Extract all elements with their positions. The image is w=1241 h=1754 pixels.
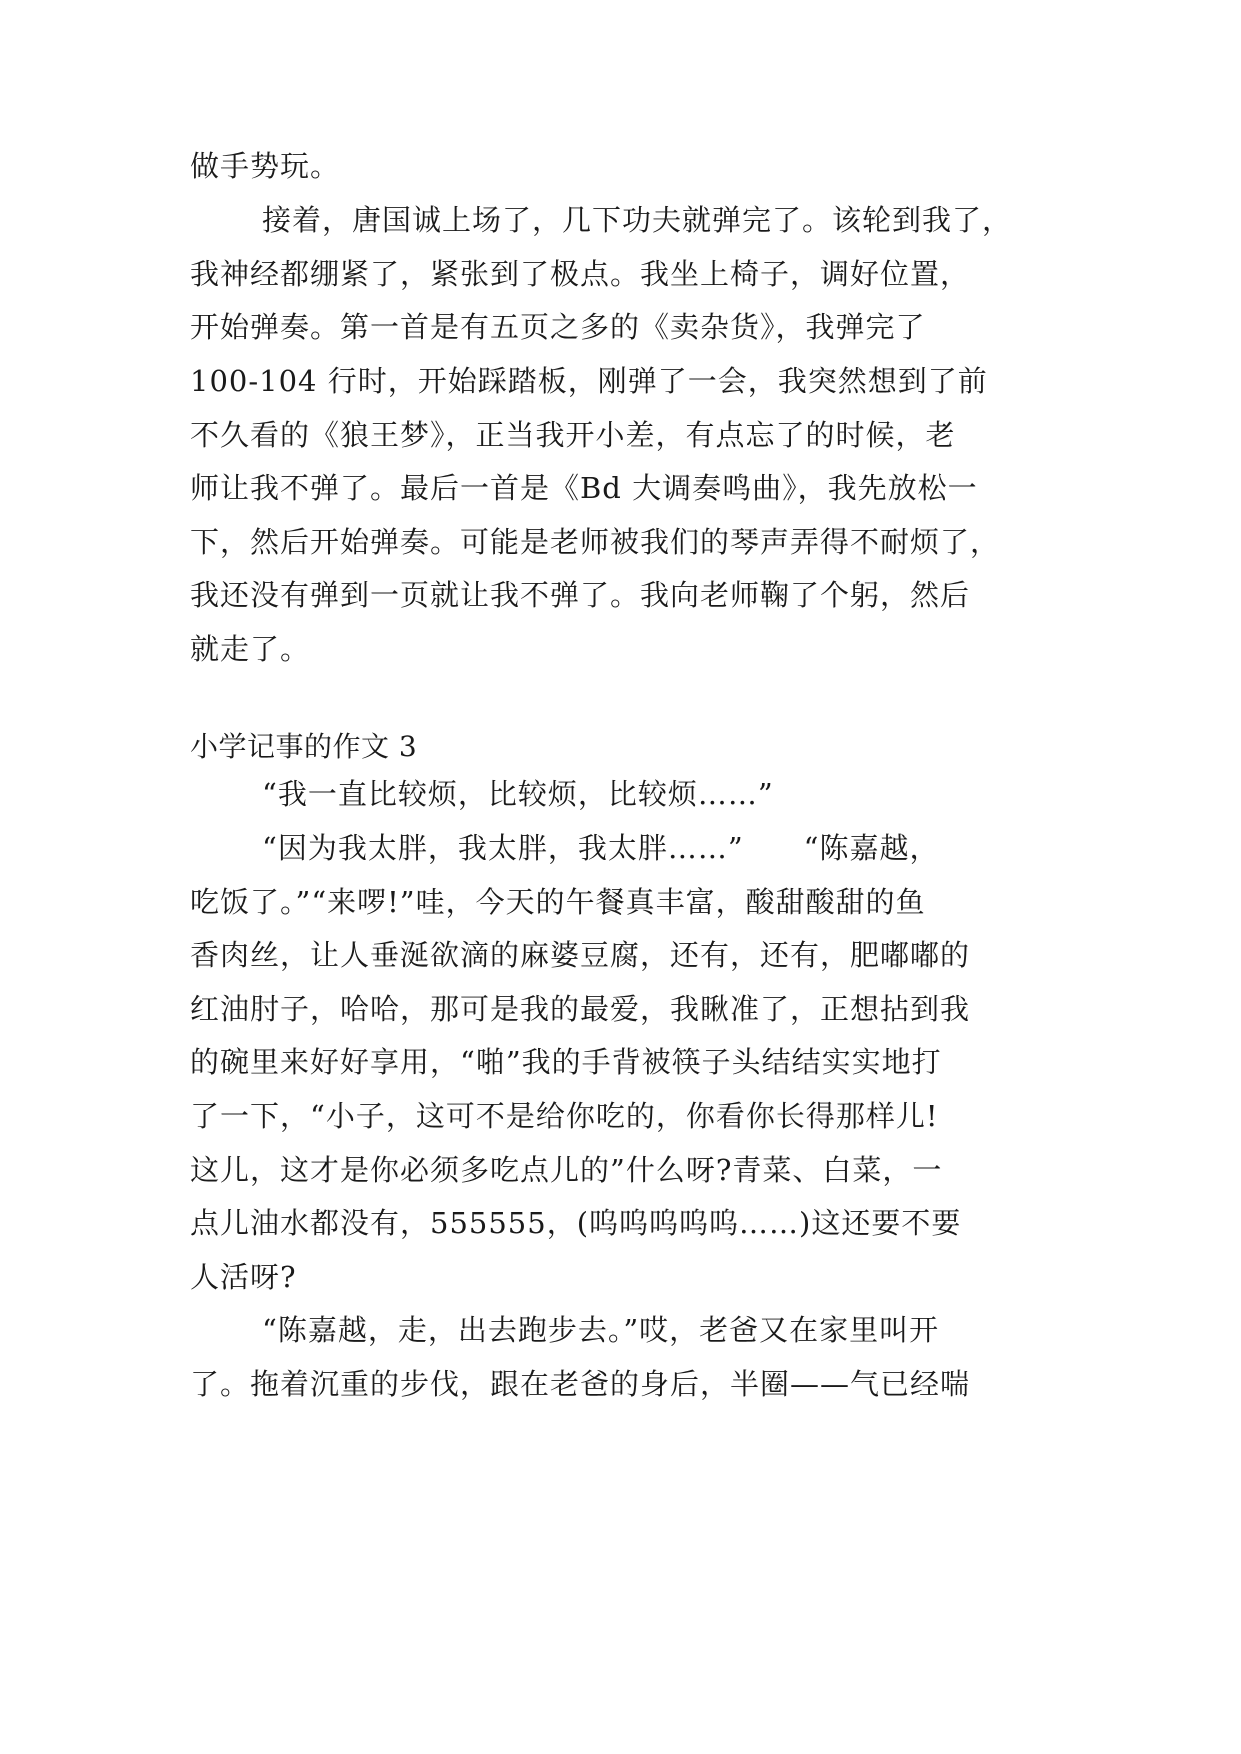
text-line: “因为我太胖，我太胖，我太胖……” “陈嘉越， — [262, 831, 940, 865]
text-line: 我神经都绷紧了，紧张到了极点。我坐上椅子，调好位置， — [190, 257, 971, 291]
text-line: 人活呀? — [190, 1260, 297, 1294]
text-line: 红油肘子，哈哈，那可是我的最爱，我瞅准了，正想拈到我 — [190, 992, 971, 1026]
text-line: 下，然后开始弹奏。可能是老师被我们的琴声弄得不耐烦了， — [190, 525, 1001, 559]
text-line: 接着，唐国诚上场了，几下功夫就弹完了。该轮到我了， — [262, 203, 1013, 237]
text-line: 的碗里来好好享用，“啪”我的手背被筷子头结结实实地打 — [190, 1045, 942, 1079]
text-line: 师让我不弹了。最后一首是《Bd 大调奏鸣曲》，我先放松一 — [190, 471, 978, 505]
text-line: 就走了。 — [190, 632, 311, 666]
text-line: 做手势玩。 — [190, 149, 341, 183]
text-line: 了一下，“小子，这可不是给你吃的，你看你长得那样儿! — [190, 1099, 939, 1133]
text-line: 不久看的《狼王梦》，正当我开小差，有点忘了的时候，老 — [190, 418, 956, 452]
text-line: “陈嘉越，走，出去跑步去。”哎，老爸又在家里叫开 — [262, 1313, 940, 1347]
text-line: 开始弹奏。第一首是有五页之多的《卖杂货》，我弹完了 — [190, 310, 926, 344]
text-line: “我一直比较烦，比较烦，比较烦……” — [262, 777, 774, 811]
text-line: 了。拖着沉重的步伐，跟在老爸的身后，半圈——气已经喘 — [190, 1367, 971, 1401]
text-line: 我还没有弹到一页就让我不弹了。我向老师鞠了个躬，然后 — [190, 578, 971, 612]
text-line: 这儿，这才是你必须多吃点儿的”什么呀?青菜、白菜，一 — [190, 1153, 943, 1187]
text-line: 100-104 行时，开始踩踏板，刚弹了一会，我突然想到了前 — [190, 364, 988, 398]
text-line: 吃饭了。”“来啰!”哇，今天的午餐真丰富，酸甜酸甜的鱼 — [190, 885, 926, 919]
section-heading: 小学记事的作文 3 — [190, 730, 418, 763]
text-line: 香肉丝，让人垂涎欲滴的麻婆豆腐，还有，还有，肥嘟嘟的 — [190, 938, 971, 972]
text-line: 点儿油水都没有，555555，(呜呜呜呜呜……)这还要不要 — [190, 1206, 962, 1240]
